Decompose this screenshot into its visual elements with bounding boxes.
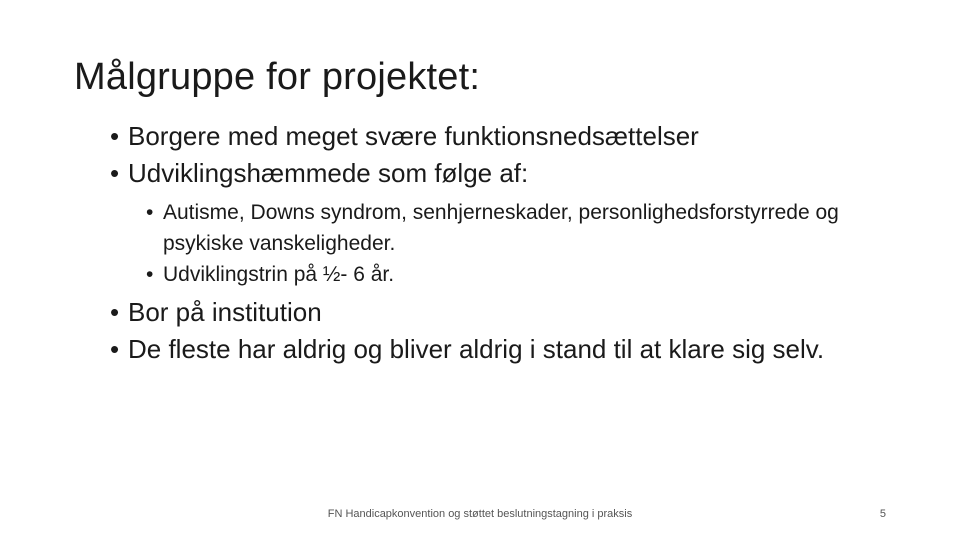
bullet-symbol: •	[146, 201, 154, 224]
slide-title: Målgruppe for projektet:	[74, 56, 481, 98]
sub-bullet-text: Autisme, Downs syndrom, senhjerneskader, personlighedsforstyrrede og psykiske vanskeligheder.	[163, 201, 839, 255]
sub-bullet-text: Udviklingstrin på ½- 6 år.	[163, 263, 395, 286]
bullet-text: De fleste har aldrig og bliver aldrig i stand til at klare sig selv.	[128, 334, 825, 364]
bullet-item	[110, 118, 890, 155]
slide-footer: FN Handicapkonvention og støttet beslutningstagning i praksis	[327, 508, 633, 520]
bullet-symbol: •	[110, 158, 120, 188]
bullet-symbol: •	[110, 334, 120, 364]
bullet-item	[110, 294, 890, 331]
slide-content	[110, 118, 890, 368]
bullet-text: Udviklingshæmmede som følge af:	[128, 158, 529, 188]
bullet-text: Borgere med meget svære funktionsnedsættelser	[128, 121, 699, 151]
sub-bullet-item	[146, 259, 890, 290]
sub-bullet-list	[146, 197, 890, 290]
bullet-symbol: •	[110, 297, 120, 327]
bullet-symbol: •	[110, 121, 120, 151]
bullet-symbol: •	[146, 263, 154, 286]
page-number: 5	[879, 508, 886, 520]
bullet-item	[110, 331, 890, 368]
bullet-text: Bor på institution	[128, 297, 322, 327]
bullet-item	[110, 155, 890, 192]
sub-bullet-item	[146, 197, 890, 259]
